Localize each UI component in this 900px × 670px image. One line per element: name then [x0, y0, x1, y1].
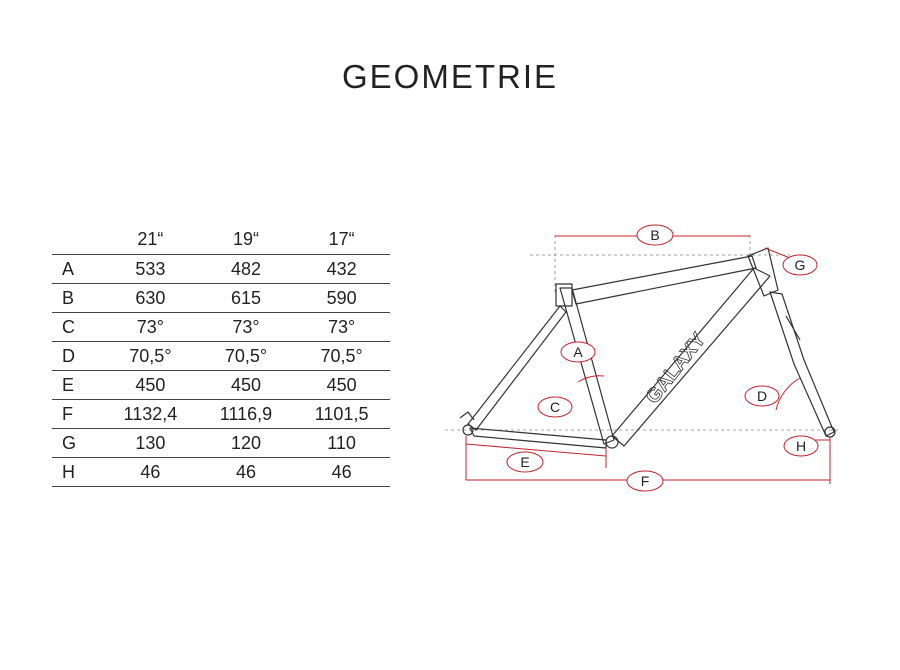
cell-value: 450	[135, 374, 166, 395]
cell-value: 46	[235, 461, 256, 482]
label-d-text: D	[756, 388, 768, 404]
cell-value: 70,5°	[129, 345, 172, 366]
table-row	[52, 429, 390, 458]
cell-value: 73°	[136, 316, 165, 337]
label-c	[538, 397, 572, 417]
top-tube	[572, 256, 756, 304]
cell-value: 46	[331, 461, 352, 482]
cell-value: 120	[230, 432, 262, 453]
frame-geometry-diagram	[440, 215, 860, 505]
cell-value: 432	[326, 258, 357, 279]
cell-value: 615	[230, 287, 262, 308]
dimension-c-arc	[578, 376, 604, 382]
table-row	[52, 342, 390, 371]
cell-value: 46	[140, 461, 161, 482]
table-row	[52, 255, 390, 284]
label-c-text: C	[549, 399, 561, 415]
row-label: D	[62, 345, 75, 366]
cell-value: 70,5°	[320, 345, 363, 366]
label-b-text: B	[650, 227, 660, 243]
table-row	[52, 284, 390, 313]
row-label: G	[62, 432, 77, 453]
label-a-text: A	[573, 344, 583, 360]
label-g	[783, 255, 817, 275]
cell-value: 1101,5	[314, 403, 369, 424]
label-g-text: G	[794, 257, 806, 273]
cell-value: 130	[135, 432, 166, 453]
cell-value: 73°	[327, 316, 356, 337]
geometry-table	[52, 224, 390, 487]
label-e	[507, 452, 543, 472]
cell-value: 1132,4	[123, 403, 178, 424]
table-row	[52, 400, 390, 429]
header-size-19: 19“	[232, 228, 259, 249]
fork	[770, 292, 834, 436]
label-e-text: E	[520, 454, 530, 470]
cell-value: 482	[230, 258, 262, 279]
label-f	[627, 471, 663, 491]
row-label: C	[62, 316, 75, 337]
table-row	[52, 458, 390, 487]
chain-stay	[470, 428, 606, 448]
page-title: GEOMETRIE	[341, 58, 559, 95]
row-label: H	[62, 461, 75, 482]
table-row	[52, 313, 390, 342]
cell-value: 590	[326, 287, 357, 308]
cell-value: 73°	[232, 316, 260, 337]
dimension-lines	[466, 236, 830, 484]
cell-value: 450	[326, 374, 357, 395]
cell-value: 450	[230, 374, 262, 395]
cell-value: 110	[327, 432, 356, 453]
label-f-text: F	[640, 473, 650, 489]
cell-value: 1116,9	[219, 403, 273, 424]
fork-detail	[786, 316, 800, 340]
table-row	[52, 371, 390, 400]
header-corner	[52, 224, 102, 255]
bike-frame	[460, 248, 835, 448]
cell-value: 630	[135, 287, 166, 308]
seat-tube	[560, 288, 614, 444]
row-label: E	[62, 374, 75, 395]
label-a	[561, 342, 595, 362]
row-label: F	[62, 403, 73, 424]
header-size-21: 21“	[137, 228, 164, 249]
cell-value: 70,5°	[224, 345, 268, 366]
brand-logo: GALAXY	[641, 328, 711, 409]
label-b	[637, 225, 673, 245]
header-size-17: 17“	[328, 228, 355, 249]
label-d	[745, 386, 779, 406]
cell-value: 533	[135, 258, 166, 279]
dimension-d-arc	[776, 378, 800, 410]
row-label: A	[62, 258, 75, 279]
table-header-row	[52, 224, 390, 255]
label-h-text: H	[795, 438, 807, 454]
label-h	[784, 436, 818, 456]
row-label: B	[62, 287, 75, 308]
